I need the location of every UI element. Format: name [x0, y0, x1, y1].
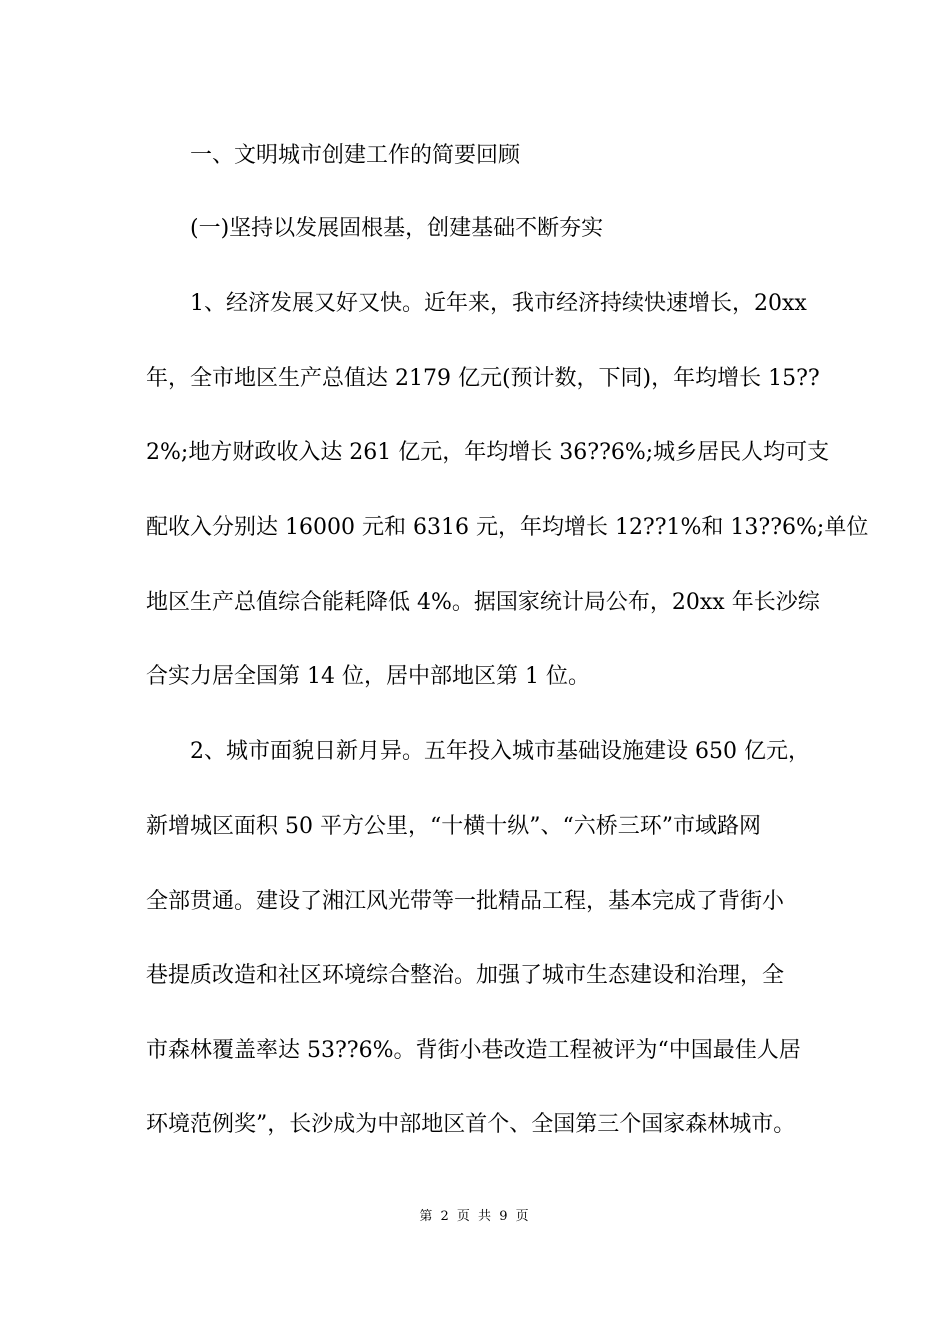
page-number-footer: 第 2 页 共 9 页	[419, 1209, 531, 1224]
paragraph-line: 巷提质改造和社区环境综合整治。加强了城市生态建设和治理，全	[146, 963, 785, 988]
paragraph-line: 全部贯通。建设了湘江风光带等一批精品工程，基本完成了背街小	[146, 889, 785, 914]
paragraph-line: 新增城区面积 50 平方公里，“十横十纵”、“六桥三环”市域路网	[146, 814, 761, 839]
paragraph-line: 环境范例奖”，长沙成为中部地区首个、全国第三个国家森林城市。	[146, 1112, 796, 1137]
paragraph-line: 市森林覆盖率达 53??6%。背街小巷改造工程被评为“中国最佳人居	[146, 1038, 801, 1063]
subsection-heading: (一)坚持以发展固根基，创建基础不断夯实	[190, 216, 604, 241]
paragraph-line: 合实力居全国第 14 位，居中部地区第 1 位。	[146, 664, 590, 689]
paragraph-line: 配收入分别达 16000 元和 6316 元，年均增长 12??1%和 13??6%;单位	[146, 515, 869, 540]
paragraph-line: 2、城市面貌日新月异。五年投入城市基础设施建设 650 亿元，	[190, 739, 810, 764]
paragraph-line: 年，全市地区生产总值达 2179 亿元(预计数，下同)，年均增长 15??	[146, 366, 820, 391]
paragraph-line: 1、经济发展又好又快。近年来，我市经济持续快速增长，20xx	[190, 291, 807, 316]
section-heading: 一、文明城市创建工作的简要回顾	[190, 143, 521, 168]
paragraph-line: 地区生产总值综合能耗降低 4%。据国家统计局公布，20xx 年长沙综	[146, 590, 820, 615]
paragraph-line: 2%;地方财政收入达 261 亿元，年均增长 36??6%;城乡居民人均可支	[146, 440, 830, 465]
